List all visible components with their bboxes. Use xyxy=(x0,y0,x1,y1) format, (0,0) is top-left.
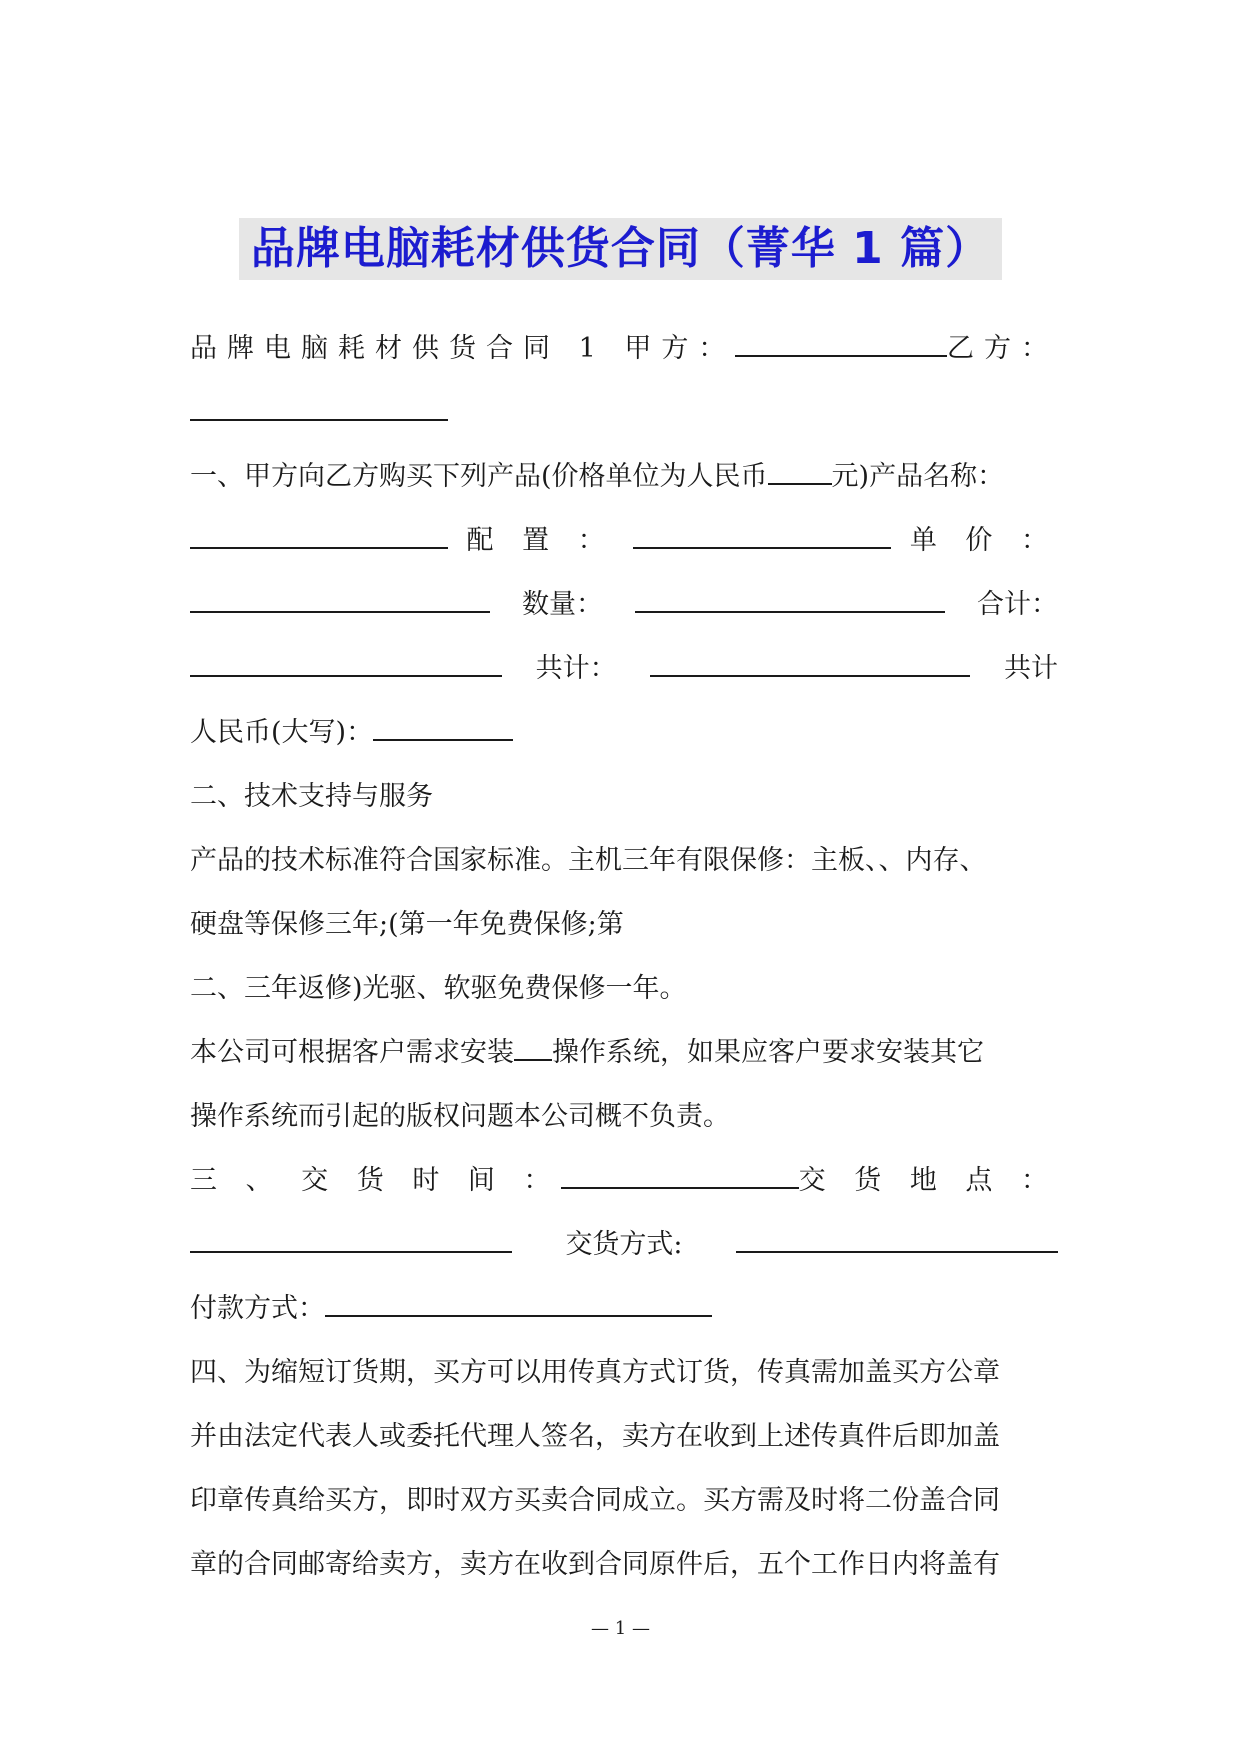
blank-field xyxy=(768,459,832,485)
text-total: 共计： xyxy=(535,653,617,684)
os-line xyxy=(190,1033,1058,1073)
party-b-blank-line xyxy=(190,393,1058,433)
paragraph-line: 章的合同邮寄给卖方，卖方在收到合同原件后，五个工作日内将盖有 xyxy=(190,1549,1000,1580)
config-line xyxy=(190,521,1058,561)
text-party-b: 乙方： xyxy=(947,333,1058,364)
text-payment: 付款方式： xyxy=(190,1293,325,1324)
paragraph-line: 并由法定代表人或委托代理人签名，卖方在收到上述传真件后即加盖 xyxy=(190,1421,1000,1452)
blank-field xyxy=(373,715,513,741)
delivery-method-line xyxy=(190,1225,1058,1265)
text-delivery-method: 交货方式: xyxy=(565,1229,683,1260)
paragraph-line: 二、三年返修)光驱、软驱免费保修一年。 xyxy=(190,973,687,1004)
paragraph-line: 印章传真给买方，即时双方买卖合同成立。买方需及时将二份盖合同 xyxy=(190,1485,1000,1516)
blank-field xyxy=(633,523,891,549)
text-total-2: 共计 xyxy=(1003,653,1058,684)
blank-field xyxy=(514,1035,552,1061)
text-os-b: 操作系统，如果应客户要求安装其它 xyxy=(552,1037,984,1068)
party-line xyxy=(190,329,1058,369)
text-quantity: 数量： xyxy=(522,589,603,620)
text-os-a: 本公司可根据客户需求安装 xyxy=(190,1037,514,1068)
page-number: — 1 — xyxy=(591,1618,650,1639)
blank-field xyxy=(190,651,502,677)
blank-field xyxy=(190,1227,512,1253)
text-config: 配 置 ： xyxy=(466,525,615,556)
text-clause-1b: 元)产品名称： xyxy=(831,461,1005,492)
payment-line xyxy=(190,1289,1058,1329)
blank-field xyxy=(190,523,448,549)
text-party-a: 品牌电脑耗材供货合同 1 甲方： xyxy=(190,333,736,364)
paragraph-line: 四、为缩短订货期，买方可以用传真方式订货，传真需加盖买方公章 xyxy=(190,1357,1000,1388)
blank-field xyxy=(325,1291,712,1317)
text-delivery-place: 交 货 地 点 ： xyxy=(798,1165,1058,1196)
quantity-line xyxy=(190,585,1058,625)
blank-field xyxy=(635,587,945,613)
blank-field xyxy=(736,1227,1058,1253)
document-title: 品牌电脑耗材供货合同（菁华 1 篇） xyxy=(239,218,1002,280)
title-container xyxy=(0,218,1241,280)
clause-1-line xyxy=(190,457,1058,497)
rmb-line xyxy=(190,713,1058,753)
blank-field xyxy=(561,1163,799,1189)
paragraph-line: 产品的技术标准符合国家标准。主机三年有限保修：主板、、内存、 xyxy=(190,845,987,876)
blank-field xyxy=(650,651,970,677)
text-subtotal: 合计： xyxy=(977,589,1058,620)
text-unit-price: 单 价 ： xyxy=(909,525,1058,556)
text-clause-1: 一、甲方向乙方购买下列产品(价格单位为人民币 xyxy=(190,461,768,492)
blank-field xyxy=(190,395,448,421)
delivery-time-line xyxy=(190,1161,1058,1201)
blank-field xyxy=(190,587,490,613)
paragraph-line: 硬盘等保修三年;(第一年免费保修;第 xyxy=(190,909,624,940)
text-delivery-time: 三 、 交 货 时 间 ： xyxy=(190,1165,561,1196)
section-2-heading: 二、技术支持与服务 xyxy=(190,781,433,812)
total-line xyxy=(190,649,1058,689)
paragraph-line: 操作系统而引起的版权问题本公司概不负责。 xyxy=(190,1101,730,1132)
text-rmb: 人民币(大写)： xyxy=(190,717,374,748)
blank-field xyxy=(735,331,947,357)
